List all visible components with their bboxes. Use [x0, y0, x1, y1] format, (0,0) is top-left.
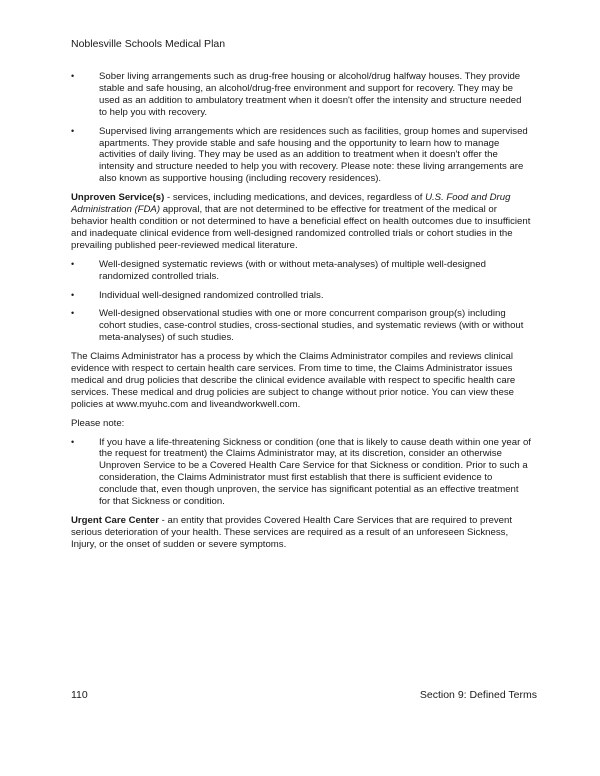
- please-note-label: Please note:: [71, 417, 125, 429]
- list-item: [71, 308, 531, 344]
- list-item-text: Well-designed systematic reviews (with or without meta-analyses) of multiple well-designed randomized controlled trials.: [99, 258, 486, 282]
- bullet-icon: •: [71, 289, 75, 300]
- urgent-care-definition: [71, 515, 531, 551]
- definition-text: - an entity that provides Covered Health Care Services that are required to prevent serious deterioration of your health. These services are required as a result of an unforeseen Sickness, Injury, or the onset of sudden or severe symptoms.: [71, 515, 512, 550]
- list-item-text: Sober living arrangements such as drug-free housing or alcohol/drug halfway houses. They provide stable and safe housing, an alcohol/drug-free environment and support for recovery. They may be used as an addition to ambulatory treatment when it doesn't offer the intensity and structure needed to help you with recovery.: [99, 71, 522, 118]
- list-item: [71, 437, 531, 508]
- list-item: [71, 71, 531, 119]
- bullet-icon: •: [71, 436, 75, 447]
- list-item: [71, 290, 531, 302]
- life-threatening-list: [71, 437, 531, 508]
- unproven-service-definition: [71, 192, 531, 252]
- living-arrangements-list: [71, 71, 531, 185]
- list-item: [71, 259, 531, 283]
- term-unproven-service: Unproven Service(s): [71, 192, 165, 204]
- bullet-icon: •: [71, 258, 75, 269]
- term-urgent-care-center: Urgent Care Center: [71, 515, 159, 526]
- definition-text: approval, that are not determined to be effective for treatment of the medical or behavior health condition or not determined to have a beneficial effect on health outcomes due to insufficient and inadequate clinical evidence from well-designed randomized controlled trials or cohort studies in the prevailing published peer-reviewed medical literature.: [71, 204, 531, 251]
- fda-name: U.S. Food and Drug Administration (FDA): [71, 192, 511, 216]
- evidence-list: [71, 259, 531, 344]
- list-item-text: Well-designed observational studies with one or more concurrent comparison group(s) including cohort studies, case-control studies, cross-sectional studies, and systematic reviews (with or without meta-analyses) of such studies.: [99, 308, 524, 344]
- page-number: 110: [71, 689, 88, 701]
- bullet-icon: •: [71, 125, 75, 136]
- bullet-icon: •: [71, 308, 75, 319]
- list-item-text: Individual well-designed randomized controlled trials.: [99, 289, 324, 301]
- definition-text: - services, including medications, and devices, regardless of: [164, 192, 426, 204]
- claims-administrator-paragraph: The Claims Administrator has a process by which the Claims Administrator compiles and reviews clinical evidence with respect to certain health care services. From time to time, the Claims Administrator issues medical and drug policies that describe the clinical evidence available with respect to specific health care services. These medical and drug policies are subject to change without prior notice. You can view these policies at www.myuhc.com and liveandworkwell.com.: [71, 351, 516, 410]
- list-item: [71, 126, 531, 186]
- page-header: Noblesville Schools Medical Plan: [71, 38, 226, 50]
- list-item-text: If you have a life-threatening Sickness or condition (one that is likely to cause death within one year of the request for treatment) the Claims Administrator may, at its discretion, consider an otherwise Unproven Service to be a Covered Health Care Service for that Sickness or condition. Prior to such a consideration, the Claims Administrator must first establish that there is sufficient evidence to conclude that, even though unproven, the service has significant potential as an effective treatment for that Sickness or condition.: [99, 436, 531, 508]
- page-content: [71, 71, 531, 558]
- section-title: Section 9: Defined Terms: [419, 689, 537, 701]
- list-item-text: Supervised living arrangements which are residences such as facilities, group homes and supervised apartments. They provide stable and safe housing and the opportunity to learn how to manage activities of daily living. They may be used as an addition to treatment when it doesn't offer the intensity and structure needed to help you with recovery. Please note: these living arrangements are also known as supportive housing (including recovery residences).: [99, 125, 528, 185]
- bullet-icon: •: [71, 71, 75, 81]
- page-footer: [71, 689, 537, 702]
